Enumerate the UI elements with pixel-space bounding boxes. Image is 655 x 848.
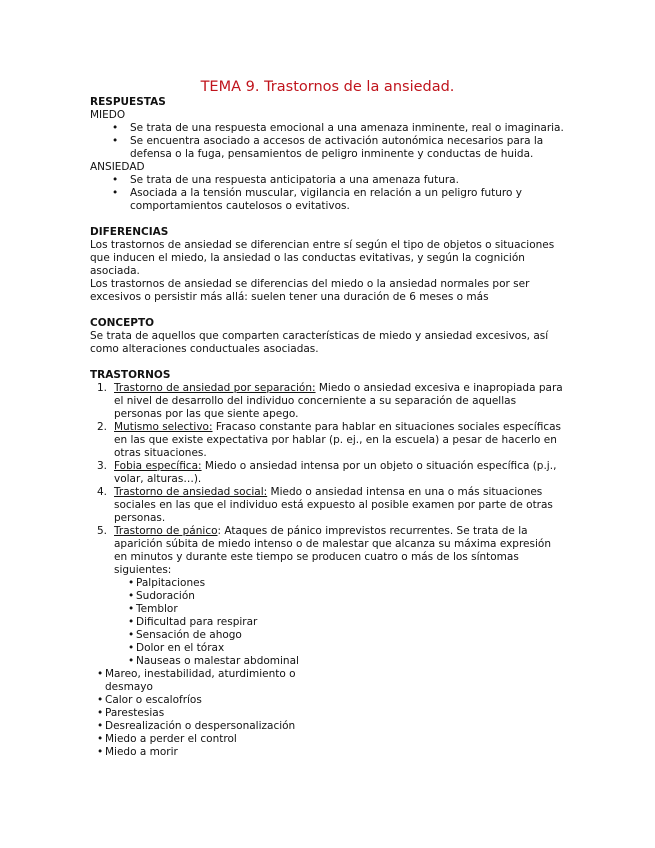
concepto-paragraph: Se trata de aquellos que comparten características de miedo y ansiedad excesivos, así como alteraciones conductuales asociadas. xyxy=(90,330,549,355)
bullet-icon: • xyxy=(128,590,135,602)
list-item: • Desrealización o despersonalización xyxy=(97,720,296,732)
bullet-icon: • xyxy=(112,174,119,186)
bullet-icon: • xyxy=(128,577,135,589)
ansiedad-list xyxy=(90,174,565,213)
list-item: 1. Trastorno de ansiedad por separación: Miedo o ansiedad excesiva e inapropiada para el nivel de desarrollo del individuo concerniente a su separación de aquellas personas por las que siente apego. xyxy=(97,382,563,420)
list-item: • Calor o escalofríos xyxy=(97,694,202,706)
page-title: TEMA 9. Trastornos de la ansiedad. xyxy=(200,79,455,95)
bullet-icon: • xyxy=(128,655,135,667)
disorder-name: Trastorno de pánico xyxy=(114,525,218,537)
bullet-icon: • xyxy=(112,135,119,147)
respuestas-heading: RESPUESTAS xyxy=(90,96,166,108)
symptoms-list xyxy=(90,577,565,668)
bullet-icon: • xyxy=(112,122,119,134)
bullet-icon: • xyxy=(128,616,135,628)
more-symptoms-list xyxy=(90,668,305,759)
concepto-heading: CONCEPTO xyxy=(90,317,155,329)
list-item: • Dificultad para respirar xyxy=(128,616,258,628)
list-item: • Mareo, inestabilidad, aturdimiento o desmayo xyxy=(97,668,296,693)
diferencias-paragraph-2: Los trastornos de ansiedad se diferencias del miedo o la ansiedad normales por ser excesivos o persistir más allá: suelen tener una duración de 6 meses o más xyxy=(90,278,530,303)
list-item: • Temblor xyxy=(128,603,178,615)
list-item: • Palpitaciones xyxy=(128,577,206,589)
diferencias-paragraph-1: Los trastornos de ansiedad se diferencian entre sí según el tipo de objetos o situaciones que inducen el miedo, la ansiedad o las conductas evitativas, y según la cognición asociada. xyxy=(90,239,555,277)
list-item: • Se encuentra asociado a accesos de activación autonómica necesarios para la defensa o la fuga, pensamientos de peligro inminente y conductas de huida. xyxy=(112,135,544,160)
list-item: • Sudoración xyxy=(128,590,195,602)
list-item: • Parestesias xyxy=(97,707,165,719)
document-page xyxy=(90,78,565,759)
disorder-name: Mutismo selectivo: xyxy=(114,421,213,433)
bullet-icon: • xyxy=(128,603,135,615)
bullet-icon: • xyxy=(97,668,104,680)
bullet-icon: • xyxy=(128,642,135,654)
list-item: • Miedo a perder el control xyxy=(97,733,237,745)
miedo-list xyxy=(90,122,565,161)
miedo-label: MIEDO xyxy=(90,109,126,121)
bullet-icon: • xyxy=(128,629,135,641)
list-item: 4. Trastorno de ansiedad social: Miedo o ansiedad intensa en una o más situaciones sociales en las que el individuo está expuesto al posible examen por parte de otras personas. xyxy=(97,486,553,524)
diferencias-heading: DIFERENCIAS xyxy=(90,226,169,238)
list-item: • Nauseas o malestar abdominal xyxy=(128,655,299,667)
list-item: • Miedo a morir xyxy=(97,746,178,758)
list-item: • Dolor en el tórax xyxy=(128,642,225,654)
trastornos-list xyxy=(90,382,565,577)
list-item: 2. Mutismo selectivo: Fracaso constante para hablar en situaciones sociales específicas en las que existe expectativa por hablar (p. ej., en la escuela) a pesar de hacerlo en otras situaciones. xyxy=(97,421,562,459)
disorder-name: Fobia específica: xyxy=(114,460,202,472)
list-item: • Sensación de ahogo xyxy=(128,629,242,641)
list-item: • Se trata de una respuesta emocional a una amenaza inminente, real o imaginaria. xyxy=(112,122,564,134)
trastornos-heading: TRASTORNOS xyxy=(90,369,171,381)
bullet-icon: • xyxy=(112,187,119,199)
list-item: • Se trata de una respuesta anticipatoria a una amenaza futura. xyxy=(112,174,459,186)
disorder-name: Trastorno de ansiedad por separación: xyxy=(114,382,316,394)
list-item: • Asociada a la tensión muscular, vigilancia en relación a un peligro futuro y comportamientos cautelosos o evitativos. xyxy=(112,187,522,212)
bullet-icon: • xyxy=(97,733,104,745)
bullet-icon: • xyxy=(97,707,104,719)
list-item: 5. Trastorno de pánico: Ataques de pánico imprevistos recurrentes. Se trata de la aparición súbita de miedo intenso o de malestar que alcanza su máxima expresión en minutos y durante este tiempo se producen cuatro o más de los síntomas siguientes: xyxy=(97,525,551,576)
bullet-icon: • xyxy=(97,694,104,706)
list-item: 3. Fobia específica: Miedo o ansiedad intensa por un objeto o situación específica (p.j., volar, alturas…). xyxy=(97,460,557,485)
bullet-icon: • xyxy=(97,746,104,758)
disorder-name: Trastorno de ansiedad social: xyxy=(114,486,268,498)
ansiedad-label: ANSIEDAD xyxy=(90,161,145,173)
bullet-icon: • xyxy=(97,720,104,732)
